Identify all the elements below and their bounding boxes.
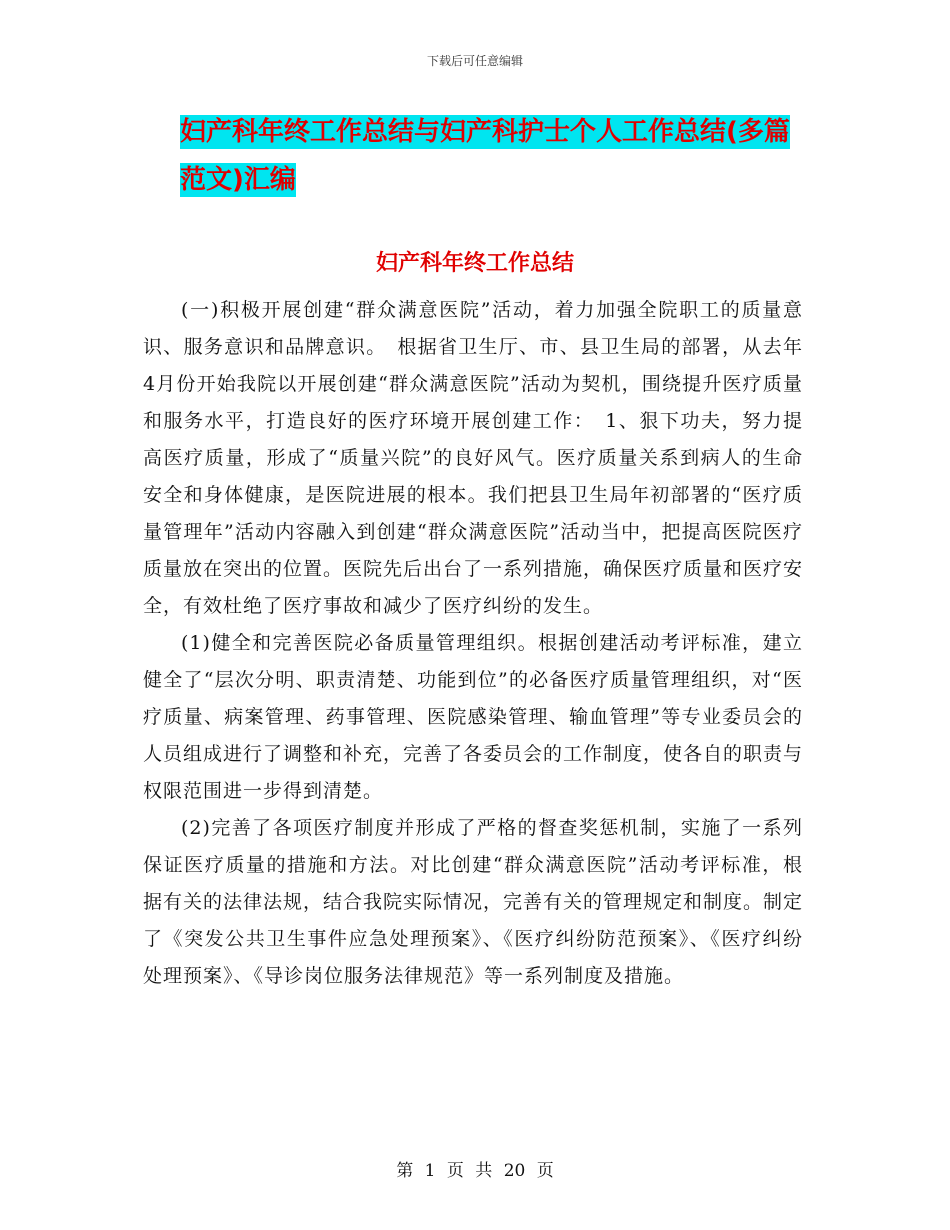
document-title-line-2: 范文)汇编 xyxy=(180,165,296,195)
paragraph: (2)完善了各项医疗制度并形成了严格的督查奖惩机制，实施了一系列保证医疗质量的措施和方法。对比创建“群众满意医院”活动考评标准，根据有关的法律法规，结合我院实际情况，完善有关的管理规定和制度。制定了《突发公共卫生事件应急处理预案》、《医疗纠纷防范预案》、《医疗纠纷处理预案》、《导诊岗位服务法律规范》等一系列制度及措施。 xyxy=(143,817,804,987)
paragraph: (1)健全和完善医院必备质量管理组织。根据创建活动考评标准，建立健全了“层次分明、职责清楚、功能到位”的必备医疗质量管理组织，对“医疗质量、病案管理、药事管理、医院感染管理、输血管理”等专业委员会的人员组成进行了调整和补充，完善了各委员会的工作制度，使各自的职责与权限范围进一步得到清楚。 xyxy=(143,632,804,802)
document-title-line-1: 妇产科年终工作总结与妇产科护士个人工作总结(多篇 xyxy=(180,117,790,147)
page-number-footer: 第 1 页 共 20 页 xyxy=(396,1161,554,1181)
document-title xyxy=(180,108,820,204)
section-title: 妇产科年终工作总结 xyxy=(375,251,574,276)
paragraph: (一)积极开展创建“群众满意医院”活动，着力加强全院职工的质量意识、服务意识和品牌意识。 根据省卫生厅、市、县卫生局的部署，从去年4月份开始我院以开展创建“群众满意医院”活动为契机，围绕提升医疗质量和服务水平，打造良好的医疗环境开展创建工作： 1、狠下功夫，努力提高医疗质量，形成了“质量兴院”的良好风气。医疗质量关系到病人的生命安全和身体健康，是医院进展的根本。我们把县卫生局年初部署的“医疗质量管理年”活动内容融入到创建“群众满意医院”活动当中，把提高医院医疗质量放在突出的位置。医院先后出台了一系列措施，确保医疗质量和医疗安全，有效杜绝了医疗事故和减少了医疗纠纷的发生。 xyxy=(143,299,804,617)
body-text xyxy=(143,292,803,995)
header-note: 下载后可任意编辑 xyxy=(426,54,523,68)
